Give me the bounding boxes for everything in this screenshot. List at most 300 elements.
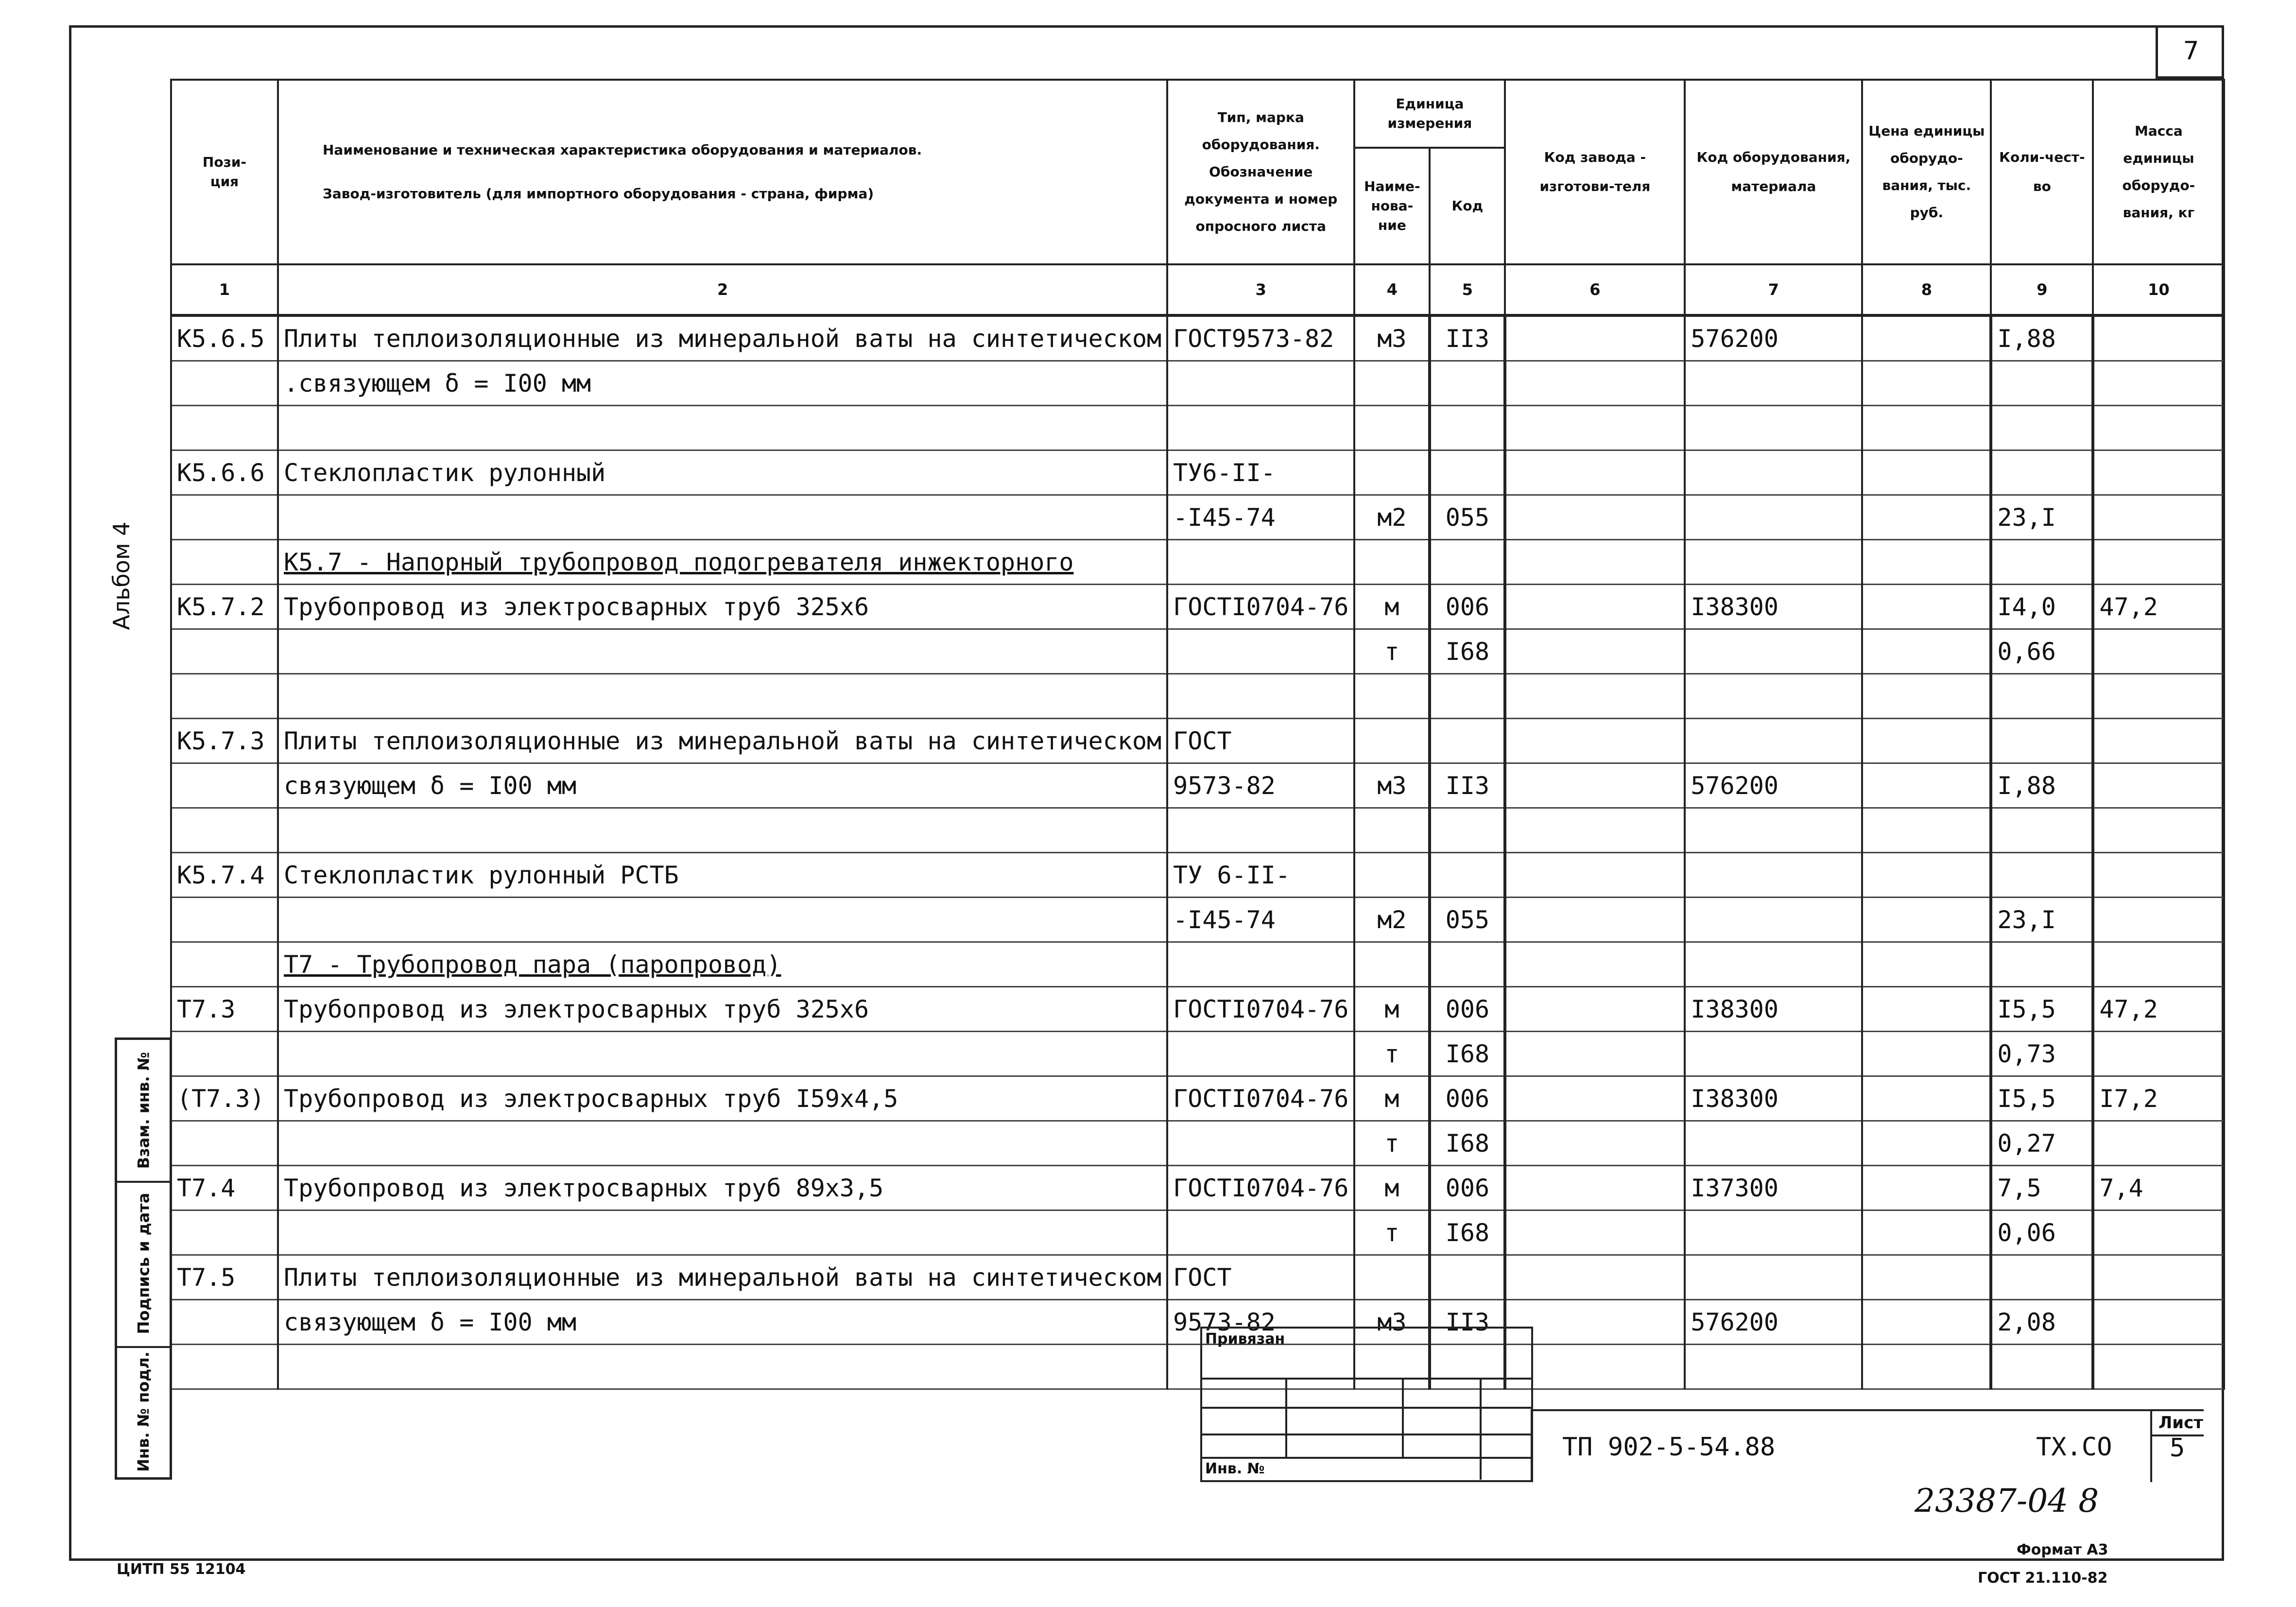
handwritten-note: 23387-04 8: [1915, 1482, 2099, 1520]
cell-material-code: I38300: [1685, 1076, 1862, 1121]
cell-position: К5.7.3: [171, 719, 278, 763]
cell-position: [171, 540, 278, 585]
binding-line-4: [1200, 1457, 1533, 1459]
table-row: [171, 1121, 2224, 1166]
cell-mass: [2093, 540, 2224, 585]
cell-material-code: 576200: [1685, 1300, 1862, 1345]
cell-mass: [2093, 315, 2224, 361]
table-row: [171, 629, 2224, 674]
cell-unit-code: I68: [1430, 1121, 1505, 1166]
cell-plant-code: [1505, 674, 1685, 719]
cell-type: [1167, 1210, 1354, 1255]
cell-name: [278, 898, 1167, 942]
cell-plant-code: [1505, 629, 1685, 674]
cell-quantity: [1991, 1255, 2093, 1300]
cell-plant-code: [1505, 1032, 1685, 1076]
cell-name: связующем δ = I00 мм: [278, 1300, 1167, 1345]
header-name-line1: Наименование и техническая характеристика оборудования и материалов.: [323, 142, 922, 158]
cell-price: [1862, 1076, 1991, 1121]
cell-quantity: I5,5: [1991, 1076, 2093, 1121]
cell-type: ГОСТ: [1167, 719, 1354, 763]
cell-position: К5.7.4: [171, 853, 278, 898]
cell-price: [1862, 1166, 1991, 1210]
header-position: Пози- ция: [171, 80, 278, 264]
cell-price: [1862, 674, 1991, 719]
cell-name: Плиты теплоизоляционные из минеральной ваты на синтетическом: [278, 1255, 1167, 1300]
cell-plant-code: [1505, 450, 1685, 495]
stamp-original-inv: Инв. № подл.: [134, 1351, 153, 1472]
cell-type: ГОСТI0704-76: [1167, 585, 1354, 629]
cell-mass: 7,4: [2093, 1166, 2224, 1210]
cell-quantity: [1991, 406, 2093, 450]
cell-price: [1862, 450, 1991, 495]
cell-unit-name: м2: [1354, 495, 1430, 540]
cell-unit-name: [1354, 450, 1430, 495]
cell-price: [1862, 808, 1991, 853]
column-number-4: 4: [1354, 264, 1430, 315]
cell-material-code: [1685, 495, 1862, 540]
cell-unit-code: 006: [1430, 1076, 1505, 1121]
cell-plant-code: [1505, 763, 1685, 808]
cell-mass: [2093, 898, 2224, 942]
cell-material-code: [1685, 450, 1862, 495]
header-unit-name: Наиме-нова-ние: [1354, 148, 1430, 264]
cell-name: [278, 808, 1167, 853]
cell-unit-name: [1354, 1255, 1430, 1300]
cell-position: [171, 942, 278, 987]
cell-name: [278, 406, 1167, 450]
cell-quantity: 0,27: [1991, 1121, 2093, 1166]
cell-unit-code: [1430, 719, 1505, 763]
table-row: [171, 853, 2224, 898]
cell-unit-name: т: [1354, 1032, 1430, 1076]
footer-left-code: ЦИТП 55 12104: [117, 1561, 246, 1578]
cell-price: [1862, 585, 1991, 629]
binding-line-2: [1200, 1407, 1533, 1409]
binding-vline-3: [1480, 1378, 1482, 1480]
header-type: Тип, марка оборудования. Обозначение документа и номер опросного листа: [1167, 80, 1354, 264]
cell-mass: [2093, 495, 2224, 540]
cell-name: Плиты теплоизоляционные из минеральной ваты на синтетическом: [278, 719, 1167, 763]
cell-mass: I7,2: [2093, 1076, 2224, 1121]
cell-price: [1862, 942, 1991, 987]
cell-unit-name: м: [1354, 1076, 1430, 1121]
cell-material-code: I37300: [1685, 1166, 1862, 1210]
header-price: Цена единицы оборудо-вания, тыс. руб.: [1862, 80, 1991, 264]
cell-price: [1862, 1255, 1991, 1300]
cell-price: [1862, 1121, 1991, 1166]
cell-name: Плиты теплоизоляционные из минеральной ваты на синтетическом: [278, 315, 1167, 361]
cell-plant-code: [1505, 942, 1685, 987]
cell-name: Стеклопластик рулонный РСТБ: [278, 853, 1167, 898]
cell-type: -I45-74: [1167, 495, 1354, 540]
cell-type: ГОСТI0704-76: [1167, 1166, 1354, 1210]
stamp-signature-date: Подпись и дата: [117, 1181, 170, 1348]
column-number-8: 8: [1862, 264, 1991, 315]
side-stamp: [115, 1037, 172, 1480]
cell-mass: [2093, 719, 2224, 763]
cell-material-code: [1685, 1210, 1862, 1255]
cell-name: [278, 1345, 1167, 1389]
cell-name: Трубопровод из электросварных труб 325х6: [278, 987, 1167, 1032]
column-number-2: 2: [278, 264, 1167, 315]
cell-unit-name: м3: [1354, 315, 1430, 361]
cell-quantity: 0,06: [1991, 1210, 2093, 1255]
cell-unit-code: [1430, 450, 1505, 495]
table-row: [171, 495, 2224, 540]
cell-plant-code: [1505, 898, 1685, 942]
cell-unit-name: [1354, 406, 1430, 450]
cell-mass: [2093, 1121, 2224, 1166]
cell-mass: [2093, 942, 2224, 987]
cell-type: 9573-82: [1167, 763, 1354, 808]
cell-unit-code: II3: [1430, 763, 1505, 808]
column-number-1: 1: [171, 264, 278, 315]
header-mass: Масса единицы оборудо-вания, кг: [2093, 80, 2224, 264]
cell-unit-name: м2: [1354, 898, 1430, 942]
cell-unit-name: [1354, 853, 1430, 898]
cell-name: Трубопровод из электросварных труб I59х4,5: [278, 1076, 1167, 1121]
column-number-9: 9: [1991, 264, 2093, 315]
cell-price: [1862, 406, 1991, 450]
cell-unit-code: [1430, 674, 1505, 719]
table-row: [171, 942, 2224, 987]
cell-material-code: [1685, 629, 1862, 674]
cell-price: [1862, 987, 1991, 1032]
footer-format: Формат А3: [2017, 1541, 2108, 1558]
cell-unit-code: [1430, 540, 1505, 585]
cell-material-code: [1685, 898, 1862, 942]
cell-plant-code: [1505, 585, 1685, 629]
cell-quantity: 0,66: [1991, 629, 2093, 674]
cell-unit-name: м: [1354, 987, 1430, 1032]
inventory-label: Инв. №: [1205, 1460, 1265, 1477]
header-plant-code: Код завода - изготови-теля: [1505, 80, 1685, 264]
cell-quantity: [1991, 719, 2093, 763]
cell-mass: [2093, 674, 2224, 719]
cell-position: [171, 1121, 278, 1166]
header-row-1: [171, 80, 2224, 148]
cell-unit-code: I68: [1430, 1210, 1505, 1255]
cell-quantity: [1991, 853, 2093, 898]
table-row: [171, 719, 2224, 763]
table-row: [171, 763, 2224, 808]
cell-position: [171, 495, 278, 540]
cell-plant-code: [1505, 1121, 1685, 1166]
cell-price: [1862, 1345, 1991, 1389]
cell-price: [1862, 853, 1991, 898]
binding-line-1: [1200, 1378, 1533, 1380]
cell-quantity: [1991, 540, 2093, 585]
cell-unit-code: I68: [1430, 629, 1505, 674]
cell-unit-name: [1354, 540, 1430, 585]
cell-type: ТУ 6-II-: [1167, 853, 1354, 898]
table-row: [171, 315, 2224, 361]
cell-mass: [2093, 808, 2224, 853]
cell-material-code: [1685, 1121, 1862, 1166]
cell-unit-name: м3: [1354, 1300, 1430, 1345]
cell-quantity: [1991, 942, 2093, 987]
cell-position: [171, 898, 278, 942]
cell-plant-code: [1505, 406, 1685, 450]
column-numbers-row: [171, 264, 2224, 315]
table-row: [171, 987, 2224, 1032]
cell-material-code: [1685, 361, 1862, 406]
cell-unit-code: [1430, 1255, 1505, 1300]
header-unit-code: Код: [1430, 148, 1505, 264]
table-row: [171, 585, 2224, 629]
sheet-value: 5: [2170, 1434, 2185, 1463]
column-number-7: 7: [1685, 264, 1862, 315]
cell-mass: [2093, 763, 2224, 808]
cell-material-code: [1685, 406, 1862, 450]
cell-type: [1167, 361, 1354, 406]
cell-quantity: [1991, 361, 2093, 406]
table-row: [171, 1300, 2224, 1345]
cell-plant-code: [1505, 1076, 1685, 1121]
cell-name: [278, 1210, 1167, 1255]
cell-unit-name: м3: [1354, 763, 1430, 808]
cell-material-code: 576200: [1685, 763, 1862, 808]
cell-unit-name: т: [1354, 629, 1430, 674]
cell-name: [278, 1032, 1167, 1076]
cell-unit-name: т: [1354, 1121, 1430, 1166]
cell-name: Т7 - Трубопровод пара (паропровод): [278, 942, 1167, 987]
cell-unit-code: [1430, 361, 1505, 406]
header-unit-group: Единица измерения: [1354, 80, 1505, 148]
table-row: [171, 406, 2224, 450]
cell-material-code: [1685, 853, 1862, 898]
cell-type: ГОСТI0704-76: [1167, 987, 1354, 1032]
cell-type: [1167, 808, 1354, 853]
cell-type: [1167, 674, 1354, 719]
table-row: [171, 361, 2224, 406]
table-row: [171, 1210, 2224, 1255]
cell-position: К5.7.2: [171, 585, 278, 629]
cell-mass: [2093, 361, 2224, 406]
cell-position: [171, 674, 278, 719]
cell-mass: [2093, 1255, 2224, 1300]
cell-unit-code: [1430, 942, 1505, 987]
cell-quantity: 23,I: [1991, 898, 2093, 942]
cell-unit-code: 006: [1430, 987, 1505, 1032]
cell-mass: [2093, 1300, 2224, 1345]
cell-name: Стеклопластик рулонный: [278, 450, 1167, 495]
cell-plant-code: [1505, 315, 1685, 361]
cell-position: [171, 1210, 278, 1255]
cell-unit-code: 055: [1430, 898, 1505, 942]
cell-unit-code: 006: [1430, 585, 1505, 629]
cell-quantity: 2,08: [1991, 1300, 2093, 1345]
album-label: Альбом 4: [108, 521, 135, 630]
cell-unit-name: [1354, 361, 1430, 406]
cell-plant-code: [1505, 987, 1685, 1032]
cell-position: Т7.3: [171, 987, 278, 1032]
cell-price: [1862, 315, 1991, 361]
header-material-code: Код оборудования, материала: [1685, 80, 1862, 264]
cell-type: [1167, 540, 1354, 585]
cell-plant-code: [1505, 808, 1685, 853]
column-number-3: 3: [1167, 264, 1354, 315]
cell-type: ГОСТI0704-76: [1167, 1076, 1354, 1121]
cell-name: [278, 674, 1167, 719]
table-row: [171, 808, 2224, 853]
cell-unit-name: [1354, 942, 1430, 987]
table-row: [171, 674, 2224, 719]
cell-type: [1167, 1032, 1354, 1076]
cell-material-code: I38300: [1685, 987, 1862, 1032]
cell-name: [278, 1121, 1167, 1166]
cell-material-code: [1685, 1255, 1862, 1300]
cell-quantity: [1991, 450, 2093, 495]
cell-mass: [2093, 853, 2224, 898]
cell-type: [1167, 629, 1354, 674]
cell-material-code: I38300: [1685, 585, 1862, 629]
cell-unit-name: т: [1354, 1210, 1430, 1255]
cell-mass: [2093, 1032, 2224, 1076]
cell-unit-name: м: [1354, 585, 1430, 629]
cell-position: Т7.5: [171, 1255, 278, 1300]
cell-material-code: [1685, 540, 1862, 585]
cell-plant-code: [1505, 1210, 1685, 1255]
table-row: [171, 1166, 2224, 1210]
cell-price: [1862, 1300, 1991, 1345]
cell-name: .связующем δ = I00 мм: [278, 361, 1167, 406]
cell-position: (Т7.3): [171, 1076, 278, 1121]
header-quantity: Коли-чест-во: [1991, 80, 2093, 264]
cell-material-code: [1685, 719, 1862, 763]
cell-type: ГОСТ9573-82: [1167, 315, 1354, 361]
cell-plant-code: [1505, 1166, 1685, 1210]
cell-type: 9573-82: [1167, 1300, 1354, 1345]
column-number-6: 6: [1505, 264, 1685, 315]
cell-unit-code: II3: [1430, 1300, 1505, 1345]
cell-quantity: 23,I: [1991, 495, 2093, 540]
cell-position: [171, 1032, 278, 1076]
cell-plant-code: [1505, 495, 1685, 540]
cell-price: [1862, 629, 1991, 674]
cell-unit-name: [1354, 808, 1430, 853]
cell-quantity: 7,5: [1991, 1166, 2093, 1210]
cell-unit-name: м: [1354, 1166, 1430, 1210]
cell-unit-name: [1354, 719, 1430, 763]
cell-quantity: I,88: [1991, 315, 2093, 361]
cell-position: [171, 808, 278, 853]
column-number-10: 10: [2093, 264, 2224, 315]
cell-quantity: I5,5: [1991, 987, 2093, 1032]
cell-price: [1862, 361, 1991, 406]
stamp-replacement-inv: Взам. инв. №: [117, 1040, 170, 1183]
table-row: [171, 1255, 2224, 1300]
cell-price: [1862, 763, 1991, 808]
cell-name: [278, 495, 1167, 540]
binding-vline-1: [1285, 1378, 1287, 1458]
cell-position: К5.6.6: [171, 450, 278, 495]
cell-unit-code: [1430, 406, 1505, 450]
cell-name: Трубопровод из электросварных труб 89х3,5: [278, 1166, 1167, 1210]
cell-type: ГОСТ: [1167, 1255, 1354, 1300]
binding-line-3: [1200, 1434, 1533, 1435]
cell-mass: [2093, 450, 2224, 495]
cell-price: [1862, 495, 1991, 540]
cell-position: [171, 361, 278, 406]
cell-mass: [2093, 629, 2224, 674]
cell-plant-code: [1505, 719, 1685, 763]
cell-material-code: [1685, 1032, 1862, 1076]
cell-plant-code: [1505, 1255, 1685, 1300]
cell-position: [171, 763, 278, 808]
top-sheet-number: 7: [2156, 25, 2224, 79]
cell-material-code: [1685, 674, 1862, 719]
cell-price: [1862, 719, 1991, 763]
header-name-line2: Завод-изготовитель (для импортного оборудования - страна, фирма): [323, 186, 874, 202]
cell-mass: 47,2: [2093, 987, 2224, 1032]
table-row: [171, 1345, 2224, 1389]
cell-name: связующем δ = I00 мм: [278, 763, 1167, 808]
cell-position: Т7.4: [171, 1166, 278, 1210]
cell-type: [1167, 942, 1354, 987]
cell-unit-code: I68: [1430, 1032, 1505, 1076]
cell-price: [1862, 1210, 1991, 1255]
cell-name: К5.7 - Напорный трубопровод подогревателя инжекторного: [278, 540, 1167, 585]
table-row: [171, 1076, 2224, 1121]
cell-unit-code: [1430, 853, 1505, 898]
column-number-5: 5: [1430, 264, 1505, 315]
cell-material-code: [1685, 1345, 1862, 1389]
cell-unit-code: [1430, 808, 1505, 853]
header-name: [278, 80, 1167, 264]
cell-position: [171, 1300, 278, 1345]
cell-plant-code: [1505, 540, 1685, 585]
document-mark: ТХ.СО: [2036, 1433, 2112, 1462]
cell-position: К5.6.5: [171, 315, 278, 361]
cell-unit-code: II3: [1430, 315, 1505, 361]
cell-name: Трубопровод из электросварных труб 325х6: [278, 585, 1167, 629]
cell-quantity: [1991, 1345, 2093, 1389]
cell-type: [1167, 1121, 1354, 1166]
cell-type: [1167, 406, 1354, 450]
cell-type: -I45-74: [1167, 898, 1354, 942]
cell-unit-name: [1354, 674, 1430, 719]
cell-mass: 47,2: [2093, 585, 2224, 629]
sheet-label: Лист: [2158, 1413, 2203, 1433]
cell-price: [1862, 540, 1991, 585]
cell-mass: [2093, 406, 2224, 450]
cell-plant-code: [1505, 361, 1685, 406]
cell-price: [1862, 1032, 1991, 1076]
cell-quantity: 0,73: [1991, 1032, 2093, 1076]
specification-table: [170, 79, 2225, 1390]
document-code: ТП 902-5-54.88: [1562, 1433, 1776, 1462]
table-row: [171, 540, 2224, 585]
table-row: [171, 1032, 2224, 1076]
cell-quantity: I,88: [1991, 763, 2093, 808]
cell-quantity: [1991, 808, 2093, 853]
cell-position: [171, 1345, 278, 1389]
cell-unit-code: 006: [1430, 1166, 1505, 1210]
cell-position: [171, 629, 278, 674]
cell-name: [278, 629, 1167, 674]
cell-price: [1862, 898, 1991, 942]
binding-vline-2: [1402, 1378, 1404, 1458]
cell-quantity: [1991, 674, 2093, 719]
table-row: [171, 450, 2224, 495]
cell-position: [171, 406, 278, 450]
cell-unit-code: 055: [1430, 495, 1505, 540]
binding-label: Привязан: [1205, 1331, 1285, 1348]
cell-quantity: I4,0: [1991, 585, 2093, 629]
footer-gost: ГОСТ 21.110-82: [1978, 1570, 2108, 1587]
